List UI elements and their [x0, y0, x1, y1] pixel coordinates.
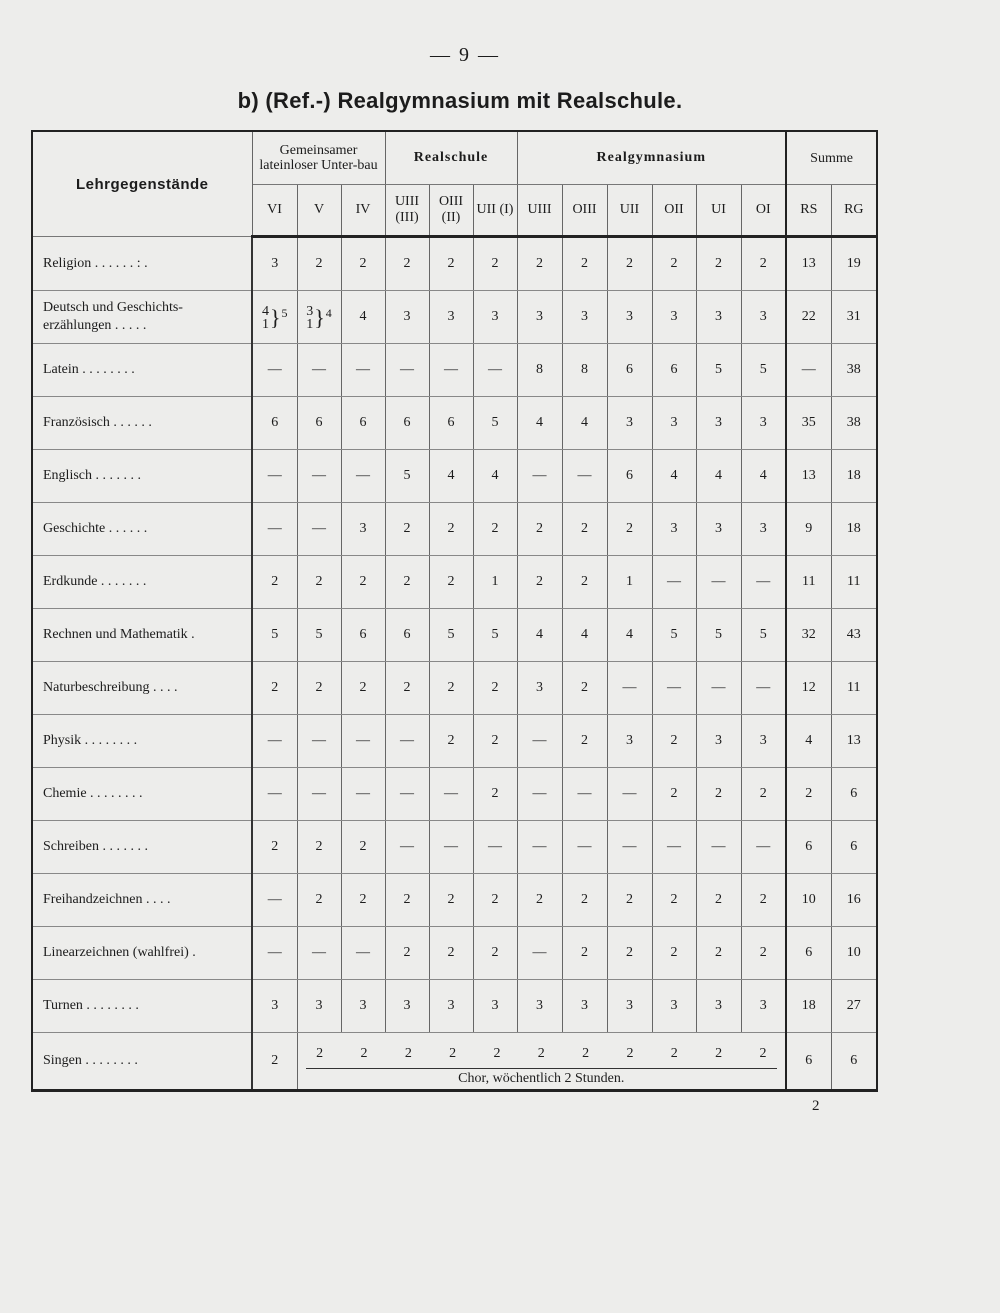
table-row: [32, 715, 877, 768]
table-cell: —: [429, 768, 473, 821]
table-cell: 10: [786, 874, 831, 927]
table-cell: 6: [652, 344, 696, 397]
table-cell: —: [429, 821, 473, 874]
table-cell: 2: [449, 1046, 457, 1061]
table-row: [32, 609, 877, 662]
page-number: — 9 —: [430, 44, 500, 66]
table-cell: 3: [429, 291, 473, 344]
brace-top: 3: [306, 303, 314, 319]
table-body: [32, 237, 877, 1091]
table-cell: —: [385, 344, 429, 397]
table-cell: 4: [562, 397, 607, 450]
table-cell: 6: [607, 344, 652, 397]
singen-cell: [297, 1033, 786, 1091]
table-cell: 2: [696, 927, 741, 980]
group-common: Gemeinsamer lateinloser Unter-bau: [252, 131, 385, 185]
table-cell: 22: [786, 291, 831, 344]
table-cell: 6: [252, 397, 297, 450]
table-cell: 3: [696, 715, 741, 768]
table-cell: 2: [473, 768, 517, 821]
table-cell: 5: [696, 609, 741, 662]
table-cell: 5: [741, 609, 786, 662]
table-cell: —: [429, 344, 473, 397]
subject-label: Singen . . . . . . . .: [32, 1033, 252, 1091]
table-cell: 2: [715, 1046, 723, 1061]
table-cell: 6: [831, 768, 877, 821]
table-cell: 16: [831, 874, 877, 927]
table-cell: —: [341, 715, 385, 768]
class-header: VI: [252, 185, 297, 237]
table-row: [32, 450, 877, 503]
table-cell: —: [562, 768, 607, 821]
table-cell: 1: [473, 556, 517, 609]
table-row: [32, 503, 877, 556]
table-cell: 2: [517, 874, 562, 927]
table-cell: 2: [517, 237, 562, 291]
table-cell: —: [473, 344, 517, 397]
subject-label: Linearzeichnen (wahlfrei) .: [32, 927, 252, 980]
table-cell: —: [297, 344, 341, 397]
table-cell: 31: [831, 291, 877, 344]
table-cell: 2: [473, 503, 517, 556]
table-cell: [297, 291, 341, 344]
table-cell: —: [517, 821, 562, 874]
table-cell: 2: [297, 556, 341, 609]
table-cell: 2: [696, 768, 741, 821]
table-cell: 3: [607, 397, 652, 450]
table-row: [32, 556, 877, 609]
table-cell: 18: [786, 980, 831, 1033]
brace-bottom: 1: [261, 316, 269, 332]
subject-label: Schreiben . . . . . . .: [32, 821, 252, 874]
table-cell: 12: [786, 662, 831, 715]
table-cell: 2: [252, 1033, 297, 1091]
table-cell: 5: [741, 344, 786, 397]
table-cell: 35: [786, 397, 831, 450]
table-cell: 4: [607, 609, 652, 662]
table-cell: 27: [831, 980, 877, 1033]
table-cell: 18: [831, 503, 877, 556]
table-cell: 3: [297, 980, 341, 1033]
table-cell: 2: [473, 715, 517, 768]
table-cell: 9: [786, 503, 831, 556]
table-cell: —: [252, 768, 297, 821]
class-header: OII: [652, 185, 696, 237]
table-cell: —: [385, 715, 429, 768]
table-cell: 3: [741, 397, 786, 450]
table-row: [32, 237, 877, 291]
table-cell: —: [297, 927, 341, 980]
class-header: UII (I): [473, 185, 517, 237]
table-cell: 2: [473, 874, 517, 927]
table-cell: 2: [607, 874, 652, 927]
subject-label: Französisch . . . . . .: [32, 397, 252, 450]
table-cell: 2: [473, 662, 517, 715]
table-cell: —: [652, 556, 696, 609]
table-cell: 11: [786, 556, 831, 609]
subject-label: Naturbeschreibung . . . .: [32, 662, 252, 715]
table-cell: 3: [341, 980, 385, 1033]
table-cell: 4: [786, 715, 831, 768]
table-cell: —: [741, 821, 786, 874]
table-cell: 2: [341, 821, 385, 874]
table-row: [32, 1033, 877, 1091]
class-header: UI: [696, 185, 741, 237]
table-cell: —: [696, 821, 741, 874]
table-cell: 4: [473, 450, 517, 503]
table-cell: 2: [316, 1046, 324, 1061]
table-cell: 2: [493, 1046, 501, 1061]
table-cell: 3: [652, 397, 696, 450]
table-cell: 2: [607, 503, 652, 556]
table-cell: 3: [652, 980, 696, 1033]
table-cell: 2: [652, 768, 696, 821]
table-cell: 6: [385, 397, 429, 450]
table-cell: 2: [429, 715, 473, 768]
brace-total: 5: [281, 306, 288, 320]
table-row: [32, 821, 877, 874]
chor-note: Chor, wöchentlich 2 Stunden.: [306, 1068, 778, 1087]
table-cell: 3: [652, 291, 696, 344]
brace-value: 3 1 } 4: [306, 303, 332, 332]
brace-value: 4 1 } 5: [261, 303, 288, 332]
table-cell: —: [252, 715, 297, 768]
table-cell: 2: [429, 237, 473, 291]
table-cell: 5: [429, 609, 473, 662]
table-cell: 2: [385, 237, 429, 291]
table-cell: 2: [562, 715, 607, 768]
table-cell: 2: [341, 556, 385, 609]
table-cell: 6: [341, 397, 385, 450]
table-cell: 19: [831, 237, 877, 291]
table-cell: 3: [473, 980, 517, 1033]
table-cell: 38: [831, 397, 877, 450]
table-cell: 6: [297, 397, 341, 450]
table-cell: 2: [429, 874, 473, 927]
table-cell: 4: [562, 609, 607, 662]
table-cell: 3: [252, 980, 297, 1033]
table-cell: 1: [607, 556, 652, 609]
table-cell: 2: [385, 874, 429, 927]
table-cell: 6: [385, 609, 429, 662]
table-cell: 2: [652, 237, 696, 291]
table-cell: —: [341, 344, 385, 397]
table-cell: 2: [696, 237, 741, 291]
table-cell: 2: [429, 927, 473, 980]
table-cell: 2: [626, 1046, 634, 1061]
table-cell: 2: [341, 237, 385, 291]
table-cell: 2: [562, 237, 607, 291]
table-cell: —: [297, 715, 341, 768]
table-cell: 6: [786, 927, 831, 980]
table-row: [32, 662, 877, 715]
table-cell: 38: [831, 344, 877, 397]
table-cell: 3: [385, 291, 429, 344]
table-cell: 3: [252, 237, 297, 291]
table-cell: 5: [385, 450, 429, 503]
table-cell: 6: [786, 821, 831, 874]
table-cell: —: [562, 821, 607, 874]
table-cell: 32: [786, 609, 831, 662]
class-header: OIII: [562, 185, 607, 237]
subject-label: Erdkunde . . . . . . .: [32, 556, 252, 609]
table-cell: —: [341, 768, 385, 821]
class-header: V: [297, 185, 341, 237]
table-row: [32, 397, 877, 450]
brace-top: 4: [261, 303, 269, 319]
table-cell: 3: [517, 662, 562, 715]
table-cell: 2: [385, 662, 429, 715]
table-cell: 5: [473, 397, 517, 450]
class-header: RS: [786, 185, 831, 237]
table-cell: 3: [607, 715, 652, 768]
table-cell: 2: [252, 556, 297, 609]
curriculum-table: [31, 130, 878, 1092]
table-cell: 2: [741, 927, 786, 980]
table-cell: —: [252, 503, 297, 556]
table-cell: —: [562, 450, 607, 503]
table-cell: —: [297, 768, 341, 821]
table-cell: 2: [582, 1046, 590, 1061]
table-cell: 2: [385, 503, 429, 556]
table-cell: 3: [652, 503, 696, 556]
table-cell: —: [385, 768, 429, 821]
table-cell: 4: [696, 450, 741, 503]
class-header: UII: [607, 185, 652, 237]
table-cell: 2: [429, 662, 473, 715]
table-cell: 11: [831, 662, 877, 715]
table-cell: 3: [741, 291, 786, 344]
class-header: OIII (II): [429, 185, 473, 237]
table-cell: —: [297, 503, 341, 556]
table-cell: 2: [562, 662, 607, 715]
brace-bottom: 1: [306, 316, 314, 332]
table-cell: 2: [652, 715, 696, 768]
table-cell: 2: [385, 927, 429, 980]
table-cell: 3: [607, 291, 652, 344]
group-realgymnasium: Realgymnasium: [517, 131, 786, 185]
table-cell: 2: [429, 503, 473, 556]
subject-label: Physik . . . . . . . .: [32, 715, 252, 768]
table-cell: 2: [385, 556, 429, 609]
table-row: [32, 768, 877, 821]
table-cell: 2: [741, 768, 786, 821]
table-cell: 3: [696, 503, 741, 556]
table-cell: 2: [429, 556, 473, 609]
table-cell: 13: [786, 450, 831, 503]
table-cell: 2: [562, 874, 607, 927]
table-cell: 6: [786, 1033, 831, 1091]
table-cell: 2: [297, 874, 341, 927]
sheet-signature: 2: [812, 1098, 820, 1114]
table-cell: 43: [831, 609, 877, 662]
table-cell: 2: [741, 237, 786, 291]
table-cell: 6: [341, 609, 385, 662]
table-cell: —: [696, 556, 741, 609]
table-cell: —: [252, 344, 297, 397]
subject-label: Rechnen und Mathematik .: [32, 609, 252, 662]
subject-label: Latein . . . . . . . .: [32, 344, 252, 397]
table-cell: 4: [517, 609, 562, 662]
table-cell: 5: [696, 344, 741, 397]
table-cell: 4: [741, 450, 786, 503]
table-cell: 2: [607, 927, 652, 980]
table-cell: 13: [786, 237, 831, 291]
table-cell: 5: [297, 609, 341, 662]
table-cell: —: [297, 450, 341, 503]
table-cell: 2: [670, 1046, 678, 1061]
table-cell: 2: [696, 874, 741, 927]
table-cell: 6: [607, 450, 652, 503]
class-header: IV: [341, 185, 385, 237]
table-cell: 5: [473, 609, 517, 662]
table-cell: —: [517, 450, 562, 503]
table-cell: 2: [786, 768, 831, 821]
table-cell: 2: [297, 821, 341, 874]
table-cell: 10: [831, 927, 877, 980]
table-cell: 2: [562, 556, 607, 609]
table-cell: 2: [562, 927, 607, 980]
table-cell: —: [652, 821, 696, 874]
table-cell: 2: [562, 503, 607, 556]
table-cell: 3: [562, 291, 607, 344]
table-cell: —: [607, 768, 652, 821]
table-cell: 3: [562, 980, 607, 1033]
group-summe: Summe: [786, 131, 877, 185]
table-cell: 8: [517, 344, 562, 397]
page-title: b) (Ref.-) Realgymnasium mit Realschule.: [237, 88, 683, 113]
table-row: [32, 291, 877, 344]
table-cell: 2: [759, 1046, 767, 1061]
subject-label: Freihandzeichnen . . . .: [32, 874, 252, 927]
class-header: RG: [831, 185, 877, 237]
table-cell: 2: [297, 237, 341, 291]
table-cell: 4: [429, 450, 473, 503]
subject-label: Geschichte . . . . . .: [32, 503, 252, 556]
table-cell: —: [652, 662, 696, 715]
table-cell: 13: [831, 715, 877, 768]
table-cell: —: [252, 927, 297, 980]
table-cell: 3: [607, 980, 652, 1033]
table-cell: —: [252, 874, 297, 927]
table-cell: [252, 291, 297, 344]
table-cell: —: [607, 821, 652, 874]
table-cell: —: [473, 821, 517, 874]
table-cell: 6: [831, 821, 877, 874]
table-cell: 3: [517, 291, 562, 344]
table-cell: 4: [341, 291, 385, 344]
class-header: OI: [741, 185, 786, 237]
table-cell: 4: [517, 397, 562, 450]
table-cell: —: [741, 662, 786, 715]
table-cell: 4: [652, 450, 696, 503]
table-cell: 3: [741, 715, 786, 768]
table-cell: 3: [385, 980, 429, 1033]
table-cell: 2: [473, 927, 517, 980]
subject-label: Chemie . . . . . . . .: [32, 768, 252, 821]
table-cell: 3: [341, 503, 385, 556]
brace-total: 4: [325, 306, 332, 320]
table-cell: 2: [341, 874, 385, 927]
table-cell: 2: [607, 237, 652, 291]
table-cell: 5: [252, 609, 297, 662]
class-header: UIII (III): [385, 185, 429, 237]
table-cell: —: [517, 768, 562, 821]
table-cell: 6: [831, 1033, 877, 1091]
table-cell: —: [252, 450, 297, 503]
table-cell: 2: [473, 237, 517, 291]
table-cell: —: [786, 344, 831, 397]
table-cell: 2: [741, 874, 786, 927]
table-cell: 2: [517, 556, 562, 609]
table-cell: 6: [429, 397, 473, 450]
table-cell: 2: [537, 1046, 545, 1061]
table-cell: 2: [341, 662, 385, 715]
subject-label: Englisch . . . . . . .: [32, 450, 252, 503]
subject-column-header: Lehrgegenstände: [32, 131, 252, 237]
table-cell: 2: [517, 503, 562, 556]
table-cell: 2: [252, 821, 297, 874]
table-cell: 2: [297, 662, 341, 715]
table-cell: —: [517, 927, 562, 980]
table-row: [32, 927, 877, 980]
table-cell: 2: [360, 1046, 368, 1061]
table-cell: 3: [517, 980, 562, 1033]
table-row: [32, 980, 877, 1033]
table-cell: —: [741, 556, 786, 609]
table-cell: —: [341, 450, 385, 503]
subject-label: Turnen . . . . . . . .: [32, 980, 252, 1033]
subject-label: Religion . . . . . . : .: [32, 237, 252, 291]
table-cell: —: [607, 662, 652, 715]
table-cell: 3: [696, 397, 741, 450]
class-header: UIII: [517, 185, 562, 237]
table-cell: 3: [741, 980, 786, 1033]
table-cell: 3: [696, 980, 741, 1033]
table-cell: —: [517, 715, 562, 768]
table-cell: 11: [831, 556, 877, 609]
table-cell: —: [341, 927, 385, 980]
group-realschule: Realschule: [385, 131, 517, 185]
table-row: [32, 874, 877, 927]
table-row: [32, 344, 877, 397]
table-cell: 3: [696, 291, 741, 344]
table-cell: 18: [831, 450, 877, 503]
table-cell: 2: [652, 874, 696, 927]
subject-label: Deutsch und Geschichts-erzählungen . . . . .: [32, 291, 252, 344]
table-cell: 2: [252, 662, 297, 715]
table-cell: 5: [652, 609, 696, 662]
table-cell: 2: [652, 927, 696, 980]
table-cell: 8: [562, 344, 607, 397]
table-cell: 3: [741, 503, 786, 556]
table-cell: —: [385, 821, 429, 874]
table-cell: —: [696, 662, 741, 715]
table-cell: 3: [429, 980, 473, 1033]
table-cell: 2: [404, 1046, 412, 1061]
table-cell: 3: [473, 291, 517, 344]
